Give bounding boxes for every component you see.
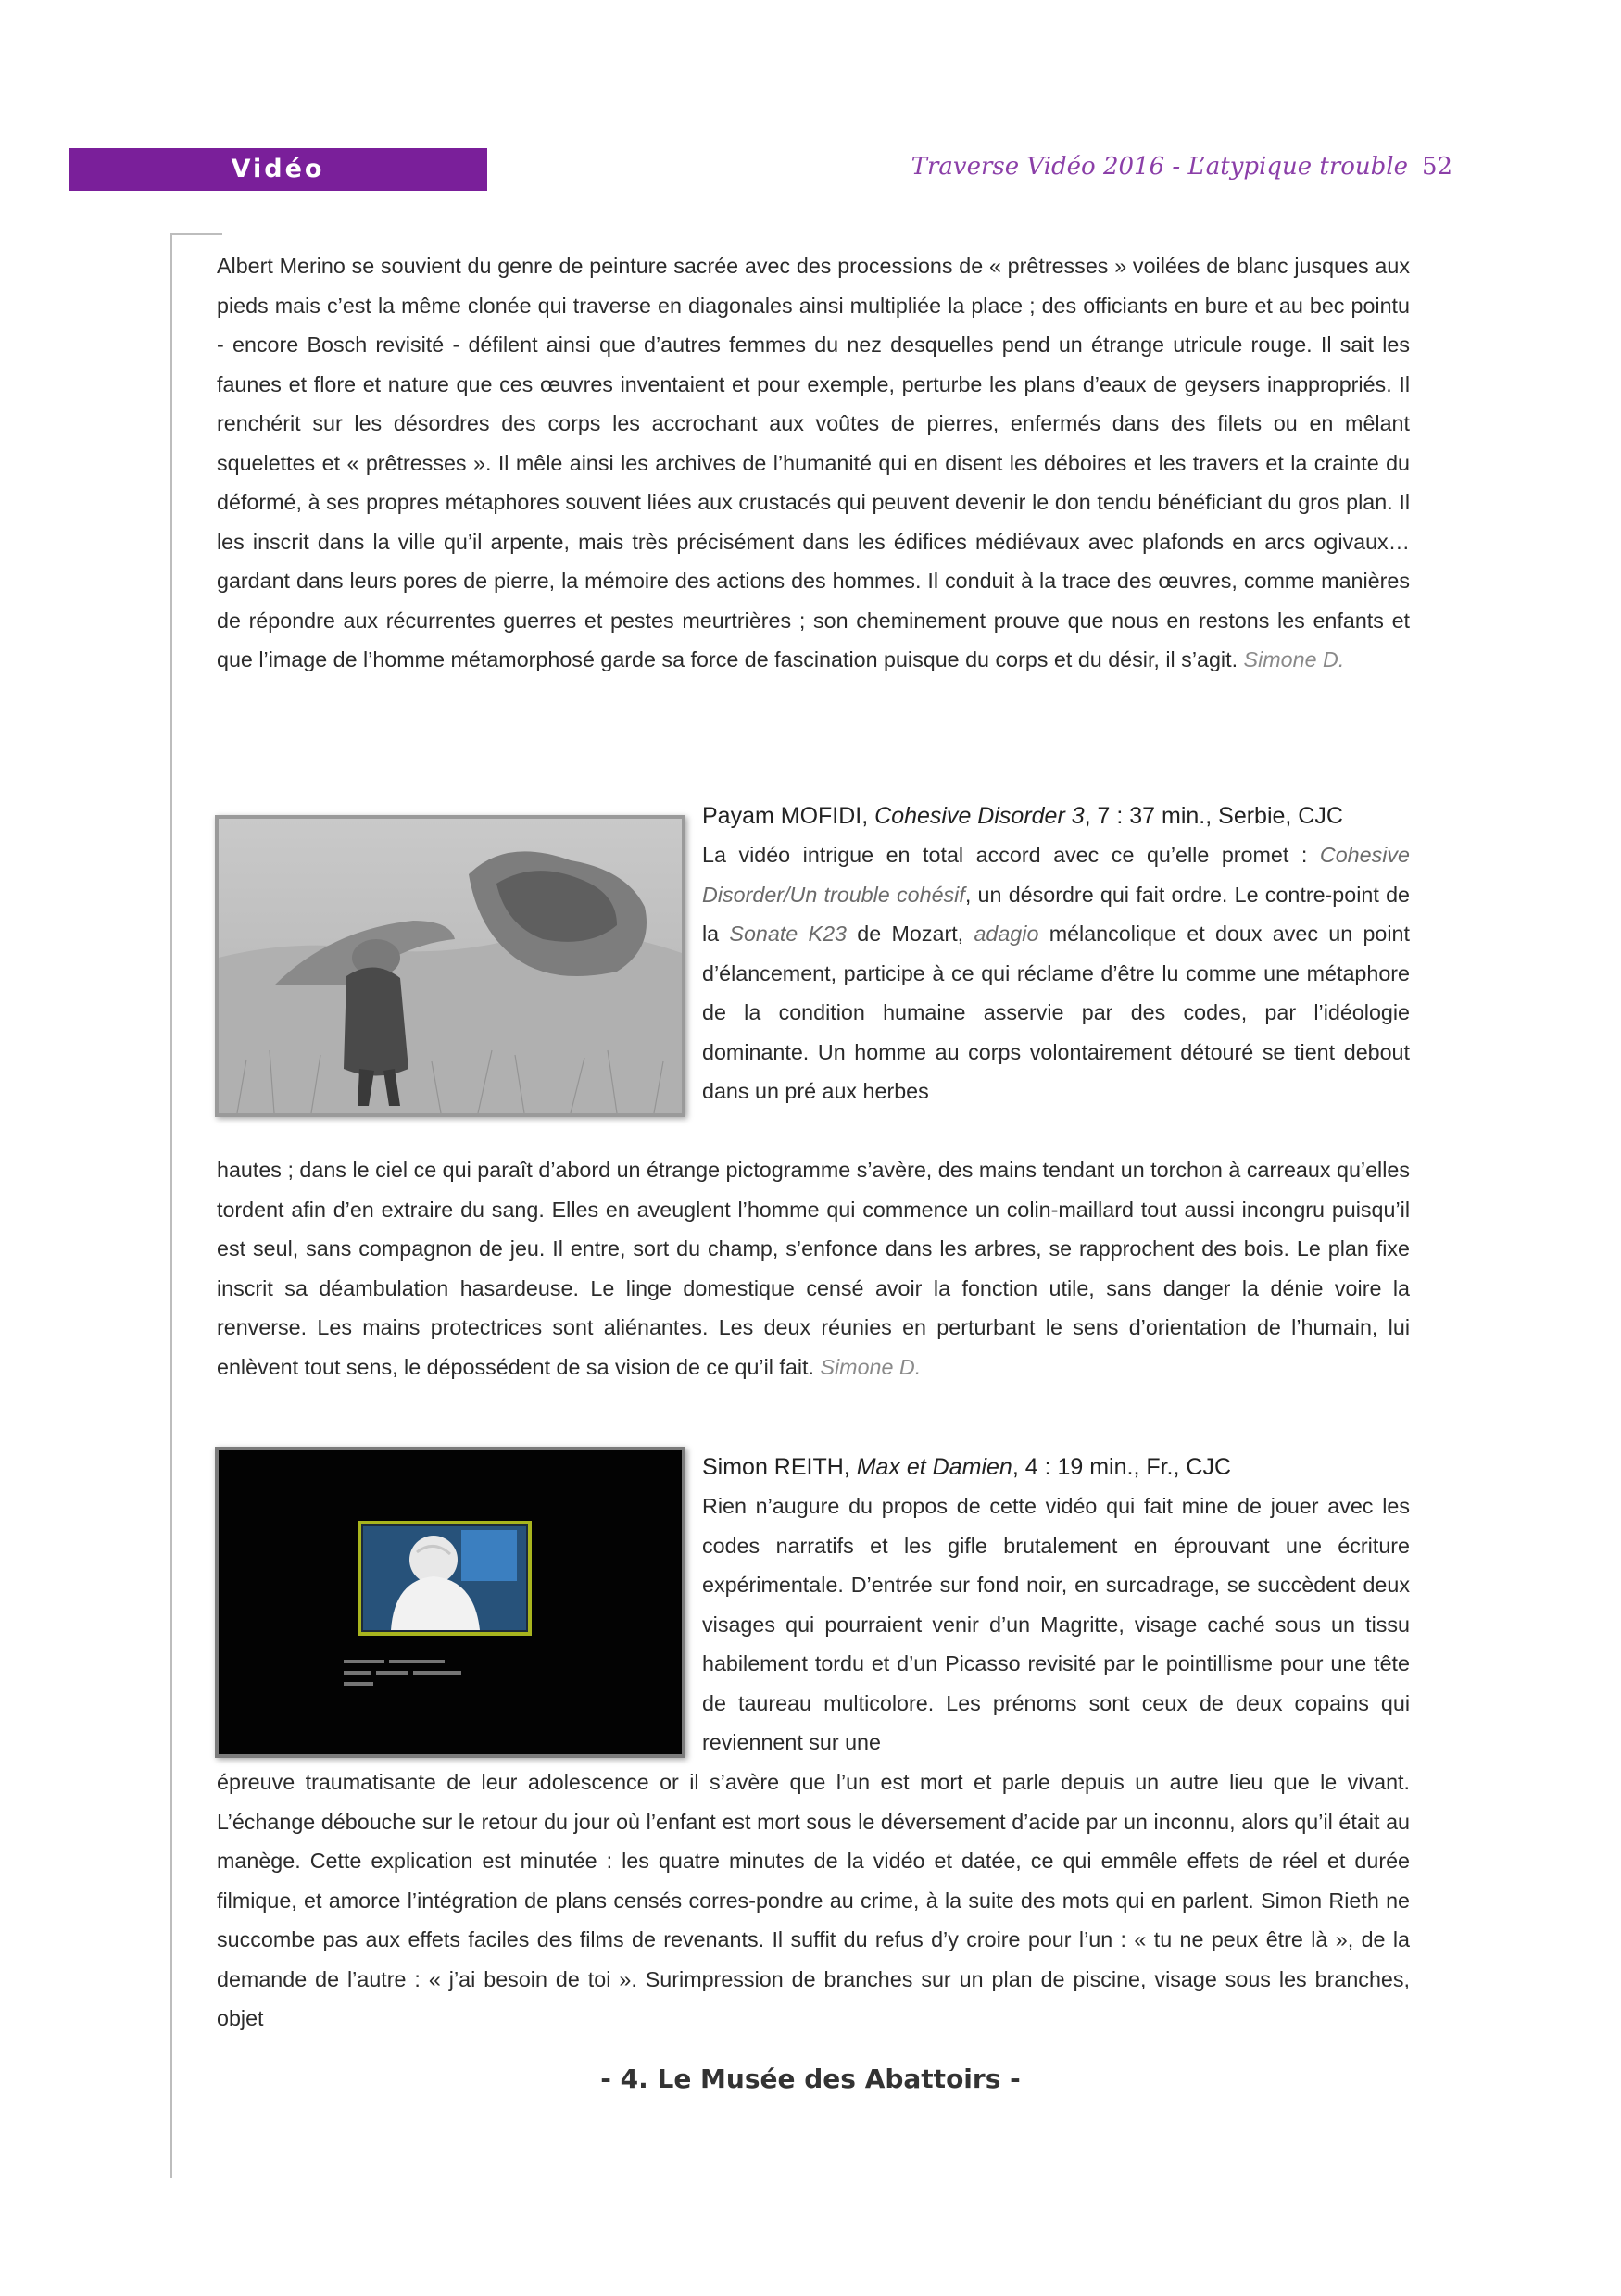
entry-body-text: épreuve traumatisante de leur adolescence or il s’avère que l’un est mort et parle depuis un autre lieu que le vivant. L’échange débouche sur le retour du jour où l’enfant est mort sous le déversement d’acide par un inconnu, alors qu’il était au manège. Cette explication est minutée : les quatre minutes de la vidéo et datée, ce qui emmêle effets de réel et durée filmique, et amorce l’intégration de plans censés corres-pondre au crime, à la suite des mots qui en parlent. Simon Rieth ne succombe pas aux effets faciles des films de revenants. Il suffit du refus d’y croire pour l’un : « tu ne peux être là », de la demande de l’autre : « j’ai besoin de toi ». Surimpression de branches sur un plan de piscine, visage sous les branches, objet — [217, 1770, 1410, 2030]
entry-heading-reith — [702, 1448, 1410, 1487]
section-label: Vidéo — [231, 155, 325, 183]
side-text-italic: adagio — [974, 922, 1039, 946]
margin-rule — [170, 233, 172, 2178]
still-image-hooded-figure — [219, 1450, 682, 1754]
video-still-max-et-damien — [215, 1447, 685, 1758]
entry-signature: Simone D. — [820, 1354, 922, 1379]
side-text-part: La vidéo intrigue en total accord avec ce qu’elle promet : — [702, 843, 1320, 867]
entry-side-text-reith — [702, 1487, 1410, 1763]
entry-details: , 7 : 37 min., Serbie, CJC — [1084, 803, 1343, 829]
page-footer: - 4. Le Musée des Abattoirs - — [600, 2064, 1021, 2094]
intro-paragraph — [217, 246, 1410, 680]
video-still-cohesive-disorder — [215, 815, 685, 1117]
entry-body-mofidi — [217, 1150, 1410, 1386]
intro-signature: Simone D. — [1243, 647, 1345, 671]
page-number: 52 — [1422, 153, 1453, 181]
side-text-italic: Sonate K23 — [729, 922, 847, 946]
side-text-part: de Mozart, — [847, 922, 974, 946]
entry-heading-mofidi — [702, 797, 1410, 836]
intro-text: Albert Merino se souvient du genre de peinture sacrée avec des processions de « prêtresses » voilées de blanc jusques aux pieds mais c’est la même clonée qui traverse en diagonales ainsi multipliée la place ; des officiants en bure et au bec pointu - encore Bosch revisité - défilent ainsi que d’autres femmes du nez desquelles pend un étrange utricule rouge. Il sait les faunes et flore et nature que ces œuvres inventaient et pour exemple, perturbe les plans d’eaux de geysers inappropriés. Il renchérit sur les désordres des corps les accrochant aux voûtes de pierres, enfermés dans des filets ou en mêlant squelettes et « prêtresses ». Il mêle ainsi les archives de l’humanité qui en disent les déboires et les travers et la crainte du déformé, à ses propres métaphores souvent liées aux crustacés qui peuvent devenir le don tendu bénéficiant du gros plan. Il les inscrit dans la ville qu’il arpente, mais très précisément dans les édifices médiévaux avec plafonds en arcs ogivaux… gardant dans leurs pores de pierre, la mémoire des actions des hommes. Il conduit à la trace des œuvres, comme manières de répondre aux récurrentes guerres et pestes meurtrières ; son cheminement prouve que nous en restons les enfants et que l’image de l’homme métamorphosé garde sa force de fascination puisque du corps et du désir, il s’agit. — [217, 254, 1410, 671]
margin-rule-tick — [170, 233, 222, 235]
side-text-part: Rien n’augure du propos de cette vidéo qui fait mine de jouer avec les codes narratifs et les gifle brutalement en éprouvant une écriture expérimentale. D’entrée sur fond noir, en surcadrage, se succèdent deux visages qui pourraient venir d’un Magritte, visage caché sous un tissu habilement tordu et d’un Picasso revisité par le pointillisme pour une tête de taureau multicolore. Les prénoms sont ceux de deux copains qui reviennent sur une — [702, 1494, 1410, 1754]
entry-side-text-mofidi — [702, 835, 1410, 1111]
side-text-italic: Cohesive Disorder/Un trouble cohésif — [702, 843, 1410, 907]
entry-title: Max et Damien — [856, 1454, 1012, 1480]
entry-body-text: hautes ; dans le ciel ce qui paraît d’abord un étrange pictogramme s’avère, des mains tendant un torchon à carreaux qu’elles tordent afin d’en extraire du sang. Elles en aveuglent l’homme qui commence un colin-maillard tout aussi incongru puisqu’il est seul, sans compagnon de jeu. Il entre, sort du champ, s’enfonce dans les arbres, se rapprochent des bois. Le plan fixe inscrit sa déambulation hasardeuse. Le linge domestique censé avoir la fonction utile, sans danger la dénie voire la renverse. Les mains protectrices sont aliénantes. Les deux réunies en perturbant le sens d’orientation de l’humain, lui enlèvent tout sens, le dépossédent de sa vision de ce qu’il fait. — [217, 1158, 1410, 1379]
entry-details: , 4 : 19 min., Fr., CJC — [1012, 1454, 1231, 1480]
entry-body-reith — [217, 1763, 1410, 2039]
side-text-part: mélancolique et doux avec un point d’élancement, participe à ce qui réclame d’être lu comme une métaphore de la condition humaine asservie par des codes, par l’idéologie dominante. Un homme au corps volontairement détouré se tient debout dans un pré aux herbes — [702, 922, 1410, 1103]
entry-author: Simon REITH, — [702, 1454, 857, 1480]
side-text-part: , un désordre qui fait ordre. Le contre-point de la — [702, 882, 1410, 946]
running-title: Traverse Vidéo 2016 - L’atypique trouble — [911, 153, 1408, 181]
entry-author: Payam MOFIDI, — [702, 803, 875, 829]
section-label-band — [69, 148, 487, 191]
entry-title: Cohesive Disorder 3 — [874, 803, 1085, 829]
still-image-field-figure — [219, 819, 682, 1113]
